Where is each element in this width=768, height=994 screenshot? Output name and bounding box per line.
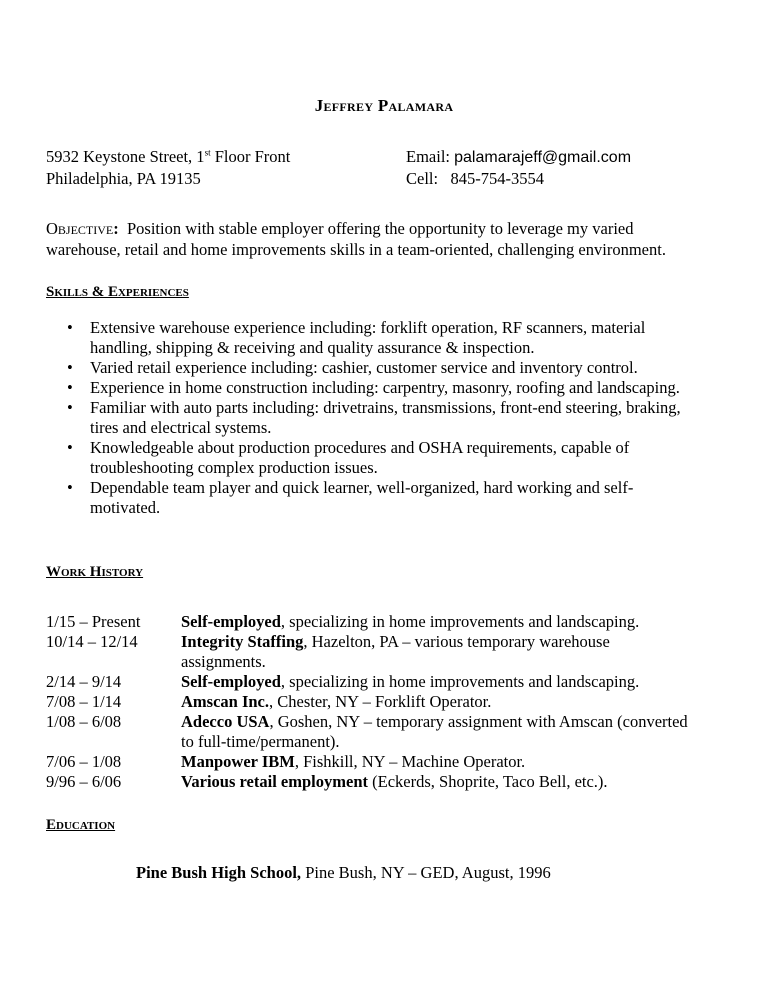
- list-item: • Extensive warehouse experience including: forklift operation, RF scanners, material handling, shipping & receiving and quality assurance & inspection.: [46, 318, 746, 358]
- skills-heading: Skills & Experiences: [46, 284, 189, 300]
- work-description: Self-employed, specializing in home improvements and landscaping.: [181, 612, 640, 631]
- table-row: [46, 672, 746, 692]
- objective-label: Objective: [46, 219, 114, 238]
- skills-list: [46, 318, 746, 518]
- list-item: • Varied retail experience including: cashier, customer service and inventory control.: [46, 358, 746, 378]
- work-date: 2/14 – 9/14: [46, 672, 122, 691]
- work-description: Amscan Inc., Chester, NY – Forklift Operator.: [181, 692, 492, 711]
- work-description: Self-employed, specializing in home improvements and landscaping.: [181, 672, 640, 691]
- table-row: [46, 712, 746, 752]
- list-item: • Experience in home construction including: carpentry, masonry, roofing and landscaping.: [46, 378, 746, 398]
- email-link[interactable]: palamarajeff@gmail.com: [454, 149, 632, 166]
- list-item: • Knowledgeable about production procedures and OSHA requirements, capable of troubleshooting complex production issues.: [46, 438, 746, 478]
- city-line: Philadelphia, PA 19135: [46, 169, 201, 188]
- table-row: [46, 752, 746, 772]
- address-line: 5932 Keystone Street, 1st Floor Front: [46, 147, 291, 166]
- cell-line: Cell: 845-754-3554: [406, 169, 544, 188]
- work-description: Adecco USA, Goshen, NY – temporary assignment with Amscan (converted to full-time/permanent).: [181, 712, 688, 751]
- work-date: 1/15 – Present: [46, 612, 141, 631]
- applicant-name: Jeffrey Palamara: [314, 96, 454, 115]
- list-item: • Dependable team player and quick learner, well-organized, hard working and self- motivated.: [46, 478, 746, 518]
- work-history-heading: Work History: [46, 564, 144, 580]
- work-date: 1/08 – 6/08: [46, 712, 122, 731]
- objective-section: Objective: Position with stable employer offering the opportunity to leverage my varied: [46, 219, 634, 238]
- education-heading: Education: [46, 817, 116, 833]
- objective-line-2: warehouse, retail and home improvements skills in a team-oriented, challenging environment.: [46, 240, 666, 259]
- school-name: Pine Bush High School,: [136, 863, 302, 882]
- list-item: • Familiar with auto parts including: drivetrains, transmissions, front-end steering, braking, tires and electrical systems.: [46, 398, 746, 438]
- work-date: 7/06 – 1/08: [46, 752, 122, 771]
- email-line: Email: palamarajeff@gmail.com: [406, 147, 632, 166]
- work-description: Integrity Staffing, Hazelton, PA – various temporary warehouse assignments.: [181, 632, 610, 671]
- table-row: [46, 772, 746, 792]
- work-description: Various retail employment (Eckerds, Shoprite, Taco Bell, etc.).: [181, 772, 608, 791]
- table-row: [46, 632, 746, 672]
- work-history-list: [46, 612, 746, 792]
- work-date: 7/08 – 1/14: [46, 692, 122, 711]
- table-row: [46, 612, 746, 632]
- table-row: [46, 692, 746, 712]
- work-date: 10/14 – 12/14: [46, 632, 138, 651]
- work-description: Manpower IBM, Fishkill, NY – Machine Operator.: [181, 752, 526, 771]
- education-entry: Pine Bush High School, Pine Bush, NY – GED, August, 1996: [136, 863, 551, 882]
- work-date: 9/96 – 6/06: [46, 772, 122, 791]
